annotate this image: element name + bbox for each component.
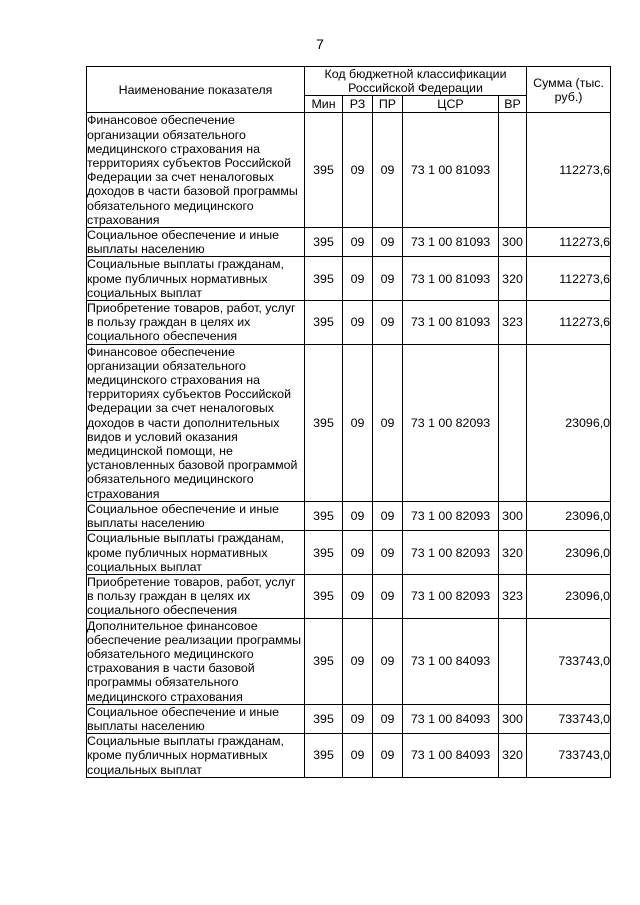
row-name: Социальное обеспечение и иные выплаты населению bbox=[87, 501, 305, 530]
row-pr: 09 bbox=[373, 228, 403, 257]
row-name: Социальные выплаты гражданам, кроме публичных нормативных социальных выплат bbox=[87, 257, 305, 301]
row-rz: 09 bbox=[343, 344, 373, 501]
row-amount: 112273,6 bbox=[527, 113, 611, 228]
table-row bbox=[87, 257, 611, 301]
row-pr: 09 bbox=[373, 344, 403, 501]
row-csr: 73 1 00 82093 bbox=[403, 501, 499, 530]
row-rz: 09 bbox=[343, 531, 373, 575]
header-min: Мин bbox=[305, 96, 343, 113]
row-csr: 73 1 00 82093 bbox=[403, 344, 499, 501]
row-min: 395 bbox=[305, 704, 343, 733]
table-row bbox=[87, 531, 611, 575]
row-csr: 73 1 00 82093 bbox=[403, 574, 499, 618]
row-amount: 733743,0 bbox=[527, 734, 611, 778]
row-pr: 09 bbox=[373, 113, 403, 228]
header-vr: ВР bbox=[499, 96, 527, 113]
row-pr: 09 bbox=[373, 574, 403, 618]
header-csr: ЦСР bbox=[403, 96, 499, 113]
row-min: 395 bbox=[305, 618, 343, 704]
row-csr: 73 1 00 81093 bbox=[403, 113, 499, 228]
row-pr: 09 bbox=[373, 531, 403, 575]
header-amount: Сумма (тыс. руб.) bbox=[527, 67, 611, 113]
row-min: 395 bbox=[305, 531, 343, 575]
row-amount: 112273,6 bbox=[527, 257, 611, 301]
row-pr: 09 bbox=[373, 257, 403, 301]
table-row bbox=[87, 228, 611, 257]
row-amount: 23096,0 bbox=[527, 574, 611, 618]
row-csr: 73 1 00 84093 bbox=[403, 734, 499, 778]
row-name: Приобретение товаров, работ, услуг в пользу граждан в целях их социального обеспечения bbox=[87, 574, 305, 618]
row-name: Финансовое обеспечение организации обязательного медицинского страхования на территориях субъектов Российской Федерации за счет неналоговых доходов в части дополнительных видов и условий оказания медицинской помощи, не установленных базовой программой обязательного медицинского страхования bbox=[87, 344, 305, 501]
row-vr: 323 bbox=[499, 574, 527, 618]
row-pr: 09 bbox=[373, 734, 403, 778]
row-amount: 23096,0 bbox=[527, 501, 611, 530]
row-rz: 09 bbox=[343, 257, 373, 301]
row-min: 395 bbox=[305, 257, 343, 301]
row-name: Финансовое обеспечение организации обязательного медицинского страхования на территориях субъектов Российской Федерации за счет неналоговых доходов в части базовой программы обязательного медицинского страхования bbox=[87, 113, 305, 228]
row-vr: 320 bbox=[499, 531, 527, 575]
table-row bbox=[87, 734, 611, 778]
header-name: Наименование показателя bbox=[87, 67, 305, 113]
row-name: Социальные выплаты гражданам, кроме публичных нормативных социальных выплат bbox=[87, 734, 305, 778]
row-rz: 09 bbox=[343, 618, 373, 704]
row-vr: 323 bbox=[499, 301, 527, 345]
row-csr: 73 1 00 81093 bbox=[403, 228, 499, 257]
table-row bbox=[87, 113, 611, 228]
row-min: 395 bbox=[305, 501, 343, 530]
row-pr: 09 bbox=[373, 618, 403, 704]
page-number: 7 bbox=[316, 36, 324, 52]
row-amount: 23096,0 bbox=[527, 344, 611, 501]
header-rz: РЗ bbox=[343, 96, 373, 113]
row-amount: 23096,0 bbox=[527, 531, 611, 575]
row-name: Приобретение товаров, работ, услуг в пользу граждан в целях их социального обеспечения bbox=[87, 301, 305, 345]
table-row bbox=[87, 618, 611, 704]
header-pr: ПР bbox=[373, 96, 403, 113]
row-vr: 320 bbox=[499, 257, 527, 301]
table-row bbox=[87, 501, 611, 530]
row-vr bbox=[499, 618, 527, 704]
row-vr: 320 bbox=[499, 734, 527, 778]
row-min: 395 bbox=[305, 734, 343, 778]
row-name: Дополнительное финансовое обеспечение реализации программы обязательного медицинского страхования в части базовой программы обязательного медицинского страхования bbox=[87, 618, 305, 704]
row-amount: 733743,0 bbox=[527, 704, 611, 733]
row-rz: 09 bbox=[343, 704, 373, 733]
table-body bbox=[87, 113, 611, 777]
row-rz: 09 bbox=[343, 574, 373, 618]
row-csr: 73 1 00 84093 bbox=[403, 704, 499, 733]
row-min: 395 bbox=[305, 113, 343, 228]
row-csr: 73 1 00 82093 bbox=[403, 531, 499, 575]
row-min: 395 bbox=[305, 301, 343, 345]
table-row bbox=[87, 301, 611, 345]
row-min: 395 bbox=[305, 344, 343, 501]
row-name: Социальное обеспечение и иные выплаты населению bbox=[87, 704, 305, 733]
table-row bbox=[87, 344, 611, 501]
budget-table bbox=[86, 66, 611, 778]
row-amount: 112273,6 bbox=[527, 301, 611, 345]
row-vr bbox=[499, 344, 527, 501]
row-vr bbox=[499, 113, 527, 228]
row-rz: 09 bbox=[343, 734, 373, 778]
row-rz: 09 bbox=[343, 501, 373, 530]
row-csr: 73 1 00 81093 bbox=[403, 257, 499, 301]
header-code-group: Код бюджетной классификации Российской Федерации bbox=[305, 67, 527, 96]
row-vr: 300 bbox=[499, 704, 527, 733]
row-amount: 733743,0 bbox=[527, 618, 611, 704]
row-min: 395 bbox=[305, 228, 343, 257]
row-rz: 09 bbox=[343, 301, 373, 345]
row-csr: 73 1 00 81093 bbox=[403, 301, 499, 345]
table-row bbox=[87, 574, 611, 618]
row-min: 395 bbox=[305, 574, 343, 618]
row-rz: 09 bbox=[343, 113, 373, 228]
row-pr: 09 bbox=[373, 501, 403, 530]
row-amount: 112273,6 bbox=[527, 228, 611, 257]
row-vr: 300 bbox=[499, 501, 527, 530]
row-csr: 73 1 00 84093 bbox=[403, 618, 499, 704]
row-rz: 09 bbox=[343, 228, 373, 257]
table-row bbox=[87, 704, 611, 733]
row-vr: 300 bbox=[499, 228, 527, 257]
row-name: Социальные выплаты гражданам, кроме публичных нормативных социальных выплат bbox=[87, 531, 305, 575]
row-pr: 09 bbox=[373, 301, 403, 345]
row-pr: 09 bbox=[373, 704, 403, 733]
row-name: Социальное обеспечение и иные выплаты населению bbox=[87, 228, 305, 257]
